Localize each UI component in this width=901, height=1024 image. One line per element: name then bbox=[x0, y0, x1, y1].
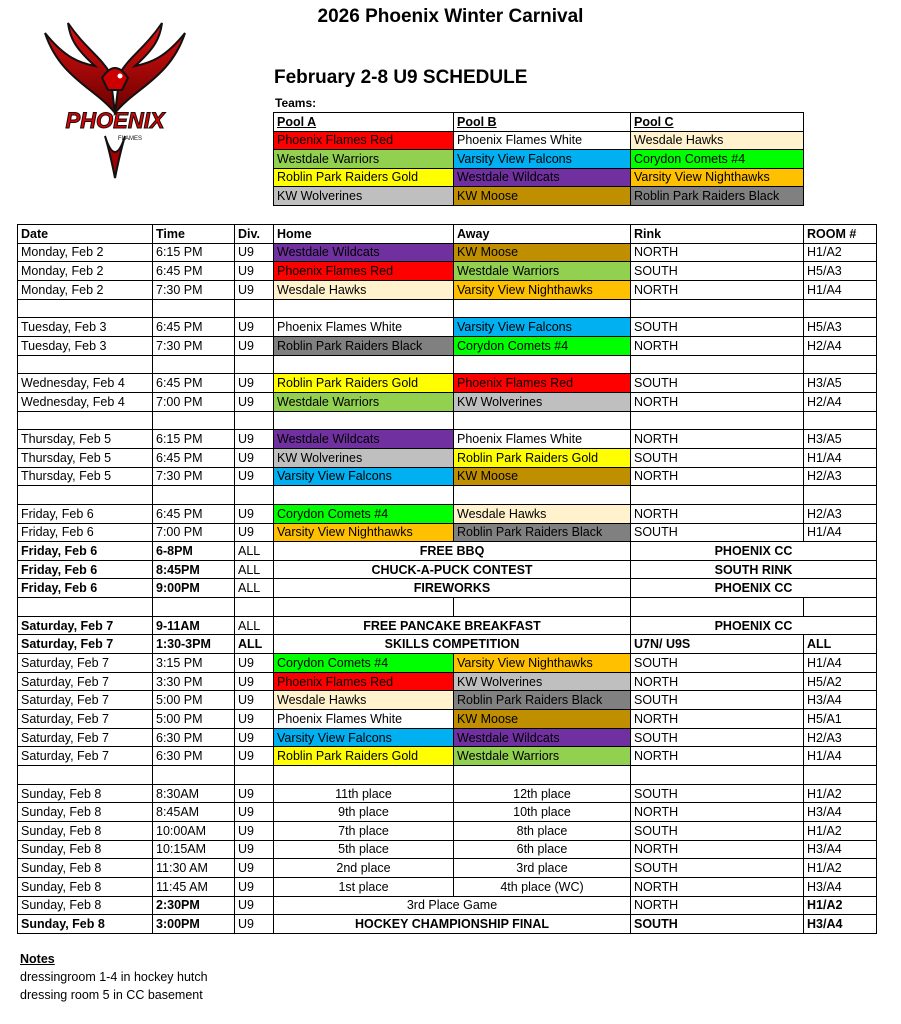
div-cell: U9 bbox=[235, 822, 274, 841]
div-cell: U9 bbox=[235, 654, 274, 673]
event-cell: HOCKEY CHAMPIONSHIP FINAL bbox=[274, 915, 631, 934]
date-cell: Sunday, Feb 8 bbox=[18, 784, 153, 803]
time-cell: 6:45 PM bbox=[153, 504, 235, 523]
event-row bbox=[18, 635, 877, 654]
div-cell: U9 bbox=[235, 336, 274, 355]
home-cell: 1st place bbox=[274, 877, 454, 896]
div-cell: U9 bbox=[235, 430, 274, 449]
away-cell: Phoenix Flames Red bbox=[454, 374, 631, 393]
div-cell: U9 bbox=[235, 374, 274, 393]
time-cell: 7:30 PM bbox=[153, 467, 235, 486]
room-cell: H1/A4 bbox=[804, 280, 877, 299]
away-cell: KW Moose bbox=[454, 710, 631, 729]
room-cell: H2/A3 bbox=[804, 504, 877, 523]
column-header: ROOM # bbox=[804, 225, 877, 244]
rink-cell: SOUTH bbox=[631, 691, 804, 710]
rink-cell: SOUTH bbox=[631, 784, 804, 803]
team-cell: Phoenix Flames White bbox=[454, 131, 631, 150]
time-cell: 6:30 PM bbox=[153, 747, 235, 766]
time-cell: 2:30PM bbox=[153, 896, 235, 915]
time-cell: 8:45PM bbox=[153, 560, 235, 579]
div-cell: U9 bbox=[235, 728, 274, 747]
location-cell: PHOENIX CC bbox=[631, 579, 877, 598]
date-cell: Friday, Feb 6 bbox=[18, 523, 153, 542]
event-row bbox=[18, 579, 877, 598]
event-row bbox=[18, 560, 877, 579]
time-cell: 10:00AM bbox=[153, 822, 235, 841]
rink-cell: NORTH bbox=[631, 336, 804, 355]
event-row bbox=[18, 542, 877, 561]
div-cell: ALL bbox=[235, 616, 274, 635]
room-cell: H3/A4 bbox=[804, 803, 877, 822]
div-cell: U9 bbox=[235, 504, 274, 523]
logo-subtext: FLAMES bbox=[117, 136, 143, 142]
room-cell: H2/A4 bbox=[804, 336, 877, 355]
logo-text: PHOENIX bbox=[65, 108, 165, 133]
date-cell: Saturday, Feb 7 bbox=[18, 635, 153, 654]
table-row bbox=[18, 784, 877, 803]
date-cell: Wednesday, Feb 4 bbox=[18, 392, 153, 411]
note-line: dressing room 5 in CC basement bbox=[20, 988, 203, 1002]
home-cell: Varsity View Falcons bbox=[274, 467, 454, 486]
date-cell: Friday, Feb 6 bbox=[18, 560, 153, 579]
home-cell: Roblin Park Raiders Gold bbox=[274, 747, 454, 766]
div-cell: ALL bbox=[235, 635, 274, 654]
table-row bbox=[18, 504, 877, 523]
home-cell: Phoenix Flames White bbox=[274, 318, 454, 337]
spacer-row bbox=[18, 766, 877, 785]
team-cell: Westdale Wildcats bbox=[454, 168, 631, 187]
date-cell: Wednesday, Feb 4 bbox=[18, 374, 153, 393]
date-cell: Sunday, Feb 8 bbox=[18, 803, 153, 822]
time-cell: 6:15 PM bbox=[153, 430, 235, 449]
away-cell: Varsity View Nighthawks bbox=[454, 654, 631, 673]
team-cell: Westdale Warriors bbox=[274, 150, 454, 169]
date-cell: Saturday, Feb 7 bbox=[18, 710, 153, 729]
date-cell: Saturday, Feb 7 bbox=[18, 728, 153, 747]
table-row bbox=[18, 877, 877, 896]
home-cell: Roblin Park Raiders Black bbox=[274, 336, 454, 355]
teams-label: Teams: bbox=[275, 96, 317, 110]
away-cell: Wesdale Hawks bbox=[454, 504, 631, 523]
time-cell: 1:30-3PM bbox=[153, 635, 235, 654]
room-cell: H5/A3 bbox=[804, 318, 877, 337]
div-cell: U9 bbox=[235, 747, 274, 766]
time-cell: 6:45 PM bbox=[153, 318, 235, 337]
date-cell: Monday, Feb 2 bbox=[18, 262, 153, 281]
room-cell: H1/A4 bbox=[804, 523, 877, 542]
div-cell: U9 bbox=[235, 877, 274, 896]
home-cell: 5th place bbox=[274, 840, 454, 859]
room-cell: H3/A4 bbox=[804, 840, 877, 859]
div-cell: U9 bbox=[235, 243, 274, 262]
rink-cell: NORTH bbox=[631, 877, 804, 896]
event-cell: 3rd Place Game bbox=[274, 896, 631, 915]
away-cell: 4th place (WC) bbox=[454, 877, 631, 896]
table-row bbox=[18, 710, 877, 729]
room-cell: H5/A2 bbox=[804, 672, 877, 691]
div-cell: U9 bbox=[235, 896, 274, 915]
table-row bbox=[18, 672, 877, 691]
team-cell: Roblin Park Raiders Black bbox=[631, 187, 804, 206]
spacer-row bbox=[18, 598, 877, 617]
room-cell: H1/A4 bbox=[804, 448, 877, 467]
date-cell: Sunday, Feb 8 bbox=[18, 877, 153, 896]
pools-table bbox=[273, 112, 804, 206]
table-row bbox=[18, 728, 877, 747]
table-row bbox=[18, 654, 877, 673]
rink-cell: SOUTH bbox=[631, 915, 804, 934]
time-cell: 6:45 PM bbox=[153, 374, 235, 393]
event-cell: CHUCK-A-PUCK CONTEST bbox=[274, 560, 631, 579]
div-cell: ALL bbox=[235, 579, 274, 598]
time-cell: 5:00 PM bbox=[153, 710, 235, 729]
schedule-table bbox=[17, 224, 877, 934]
table-row bbox=[18, 859, 877, 878]
table-row bbox=[18, 822, 877, 841]
time-cell: 11:30 AM bbox=[153, 859, 235, 878]
notes-section bbox=[20, 950, 208, 1004]
time-cell: 8:30AM bbox=[153, 784, 235, 803]
table-row bbox=[18, 448, 877, 467]
time-cell: 9-11AM bbox=[153, 616, 235, 635]
date-cell: Sunday, Feb 8 bbox=[18, 896, 153, 915]
rink-cell: NORTH bbox=[631, 896, 804, 915]
team-cell: KW Wolverines bbox=[274, 187, 454, 206]
rink-cell: NORTH bbox=[631, 672, 804, 691]
table-row bbox=[18, 691, 877, 710]
time-cell: 7:00 PM bbox=[153, 392, 235, 411]
table-row bbox=[18, 336, 877, 355]
home-cell: Westdale Wildcats bbox=[274, 243, 454, 262]
table-row bbox=[18, 840, 877, 859]
div-cell: U9 bbox=[235, 803, 274, 822]
date-cell: Sunday, Feb 8 bbox=[18, 915, 153, 934]
home-cell: Phoenix Flames Red bbox=[274, 672, 454, 691]
spacer-row bbox=[18, 486, 877, 505]
date-cell: Saturday, Feb 7 bbox=[18, 672, 153, 691]
div-cell: U9 bbox=[235, 280, 274, 299]
rink-cell: SOUTH bbox=[631, 374, 804, 393]
room-cell: H2/A3 bbox=[804, 728, 877, 747]
home-cell: Corydon Comets #4 bbox=[274, 654, 454, 673]
team-cell: Wesdale Hawks bbox=[631, 131, 804, 150]
room-cell: H1/A4 bbox=[804, 747, 877, 766]
note-line: dressingroom 1-4 in hockey hutch bbox=[20, 970, 208, 984]
event-row bbox=[18, 616, 877, 635]
div-cell: U9 bbox=[235, 710, 274, 729]
date-cell: Saturday, Feb 7 bbox=[18, 654, 153, 673]
time-cell: 3:15 PM bbox=[153, 654, 235, 673]
rink-cell: SOUTH bbox=[631, 262, 804, 281]
away-cell: Corydon Comets #4 bbox=[454, 336, 631, 355]
rink-cell: SOUTH bbox=[631, 654, 804, 673]
date-cell: Thursday, Feb 5 bbox=[18, 448, 153, 467]
away-cell: 8th place bbox=[454, 822, 631, 841]
table-row bbox=[18, 280, 877, 299]
room-cell: H1/A2 bbox=[804, 859, 877, 878]
time-cell: 6:30 PM bbox=[153, 728, 235, 747]
table-row bbox=[18, 243, 877, 262]
date-cell: Monday, Feb 2 bbox=[18, 243, 153, 262]
room-cell: H2/A3 bbox=[804, 467, 877, 486]
home-cell: Westdale Warriors bbox=[274, 392, 454, 411]
table-row bbox=[18, 262, 877, 281]
date-cell: Friday, Feb 6 bbox=[18, 542, 153, 561]
rink-cell: NORTH bbox=[631, 243, 804, 262]
away-cell: 10th place bbox=[454, 803, 631, 822]
rink-cell: NORTH bbox=[631, 504, 804, 523]
time-cell: 8:45AM bbox=[153, 803, 235, 822]
column-header: Rink bbox=[631, 225, 804, 244]
home-cell: 9th place bbox=[274, 803, 454, 822]
home-cell: 11th place bbox=[274, 784, 454, 803]
location-cell: PHOENIX CC bbox=[631, 542, 877, 561]
div-cell: U9 bbox=[235, 915, 274, 934]
away-cell: Roblin Park Raiders Black bbox=[454, 691, 631, 710]
rink-cell: SOUTH bbox=[631, 728, 804, 747]
home-cell: Wesdale Hawks bbox=[274, 280, 454, 299]
rink-cell: NORTH bbox=[631, 710, 804, 729]
home-cell: Wesdale Hawks bbox=[274, 691, 454, 710]
room-cell: H3/A4 bbox=[804, 915, 877, 934]
date-cell: Sunday, Feb 8 bbox=[18, 859, 153, 878]
away-cell: Varsity View Falcons bbox=[454, 318, 631, 337]
rink-cell: NORTH bbox=[631, 840, 804, 859]
date-cell: Saturday, Feb 7 bbox=[18, 747, 153, 766]
rink-cell: SOUTH bbox=[631, 318, 804, 337]
spacer-row bbox=[18, 299, 877, 318]
time-cell: 3:00PM bbox=[153, 915, 235, 934]
home-cell: Corydon Comets #4 bbox=[274, 504, 454, 523]
date-cell: Thursday, Feb 5 bbox=[18, 430, 153, 449]
home-cell: 2nd place bbox=[274, 859, 454, 878]
rink-cell: NORTH bbox=[631, 467, 804, 486]
date-cell: Thursday, Feb 5 bbox=[18, 467, 153, 486]
away-cell: Westdale Wildcats bbox=[454, 728, 631, 747]
pool-header: Pool B bbox=[454, 113, 631, 132]
location-cell: PHOENIX CC bbox=[631, 616, 877, 635]
notes-heading: Notes bbox=[20, 952, 55, 966]
home-cell: 7th place bbox=[274, 822, 454, 841]
time-cell: 5:00 PM bbox=[153, 691, 235, 710]
away-cell: 6th place bbox=[454, 840, 631, 859]
date-cell: Monday, Feb 2 bbox=[18, 280, 153, 299]
home-cell: Varsity View Nighthawks bbox=[274, 523, 454, 542]
away-cell: Westdale Warriors bbox=[454, 747, 631, 766]
time-cell: 6:45 PM bbox=[153, 448, 235, 467]
column-header: Div. bbox=[235, 225, 274, 244]
div-cell: U9 bbox=[235, 318, 274, 337]
room-cell: H1/A2 bbox=[804, 243, 877, 262]
rink-cell: SOUTH bbox=[631, 448, 804, 467]
away-cell: KW Wolverines bbox=[454, 672, 631, 691]
away-cell: KW Wolverines bbox=[454, 392, 631, 411]
team-cell: KW Moose bbox=[454, 187, 631, 206]
column-header: Away bbox=[454, 225, 631, 244]
away-cell: Varsity View Nighthawks bbox=[454, 280, 631, 299]
home-cell: Westdale Wildcats bbox=[274, 430, 454, 449]
time-cell: 6-8PM bbox=[153, 542, 235, 561]
room-cell: H1/A2 bbox=[804, 822, 877, 841]
date-cell: Saturday, Feb 7 bbox=[18, 691, 153, 710]
pools-row bbox=[274, 187, 804, 206]
column-header: Time bbox=[153, 225, 235, 244]
home-cell: Phoenix Flames Red bbox=[274, 262, 454, 281]
date-cell: Sunday, Feb 8 bbox=[18, 822, 153, 841]
schedule-header-row bbox=[18, 225, 877, 244]
div-cell: U9 bbox=[235, 467, 274, 486]
room-cell: H3/A5 bbox=[804, 430, 877, 449]
div-cell: U9 bbox=[235, 840, 274, 859]
away-cell: 3rd place bbox=[454, 859, 631, 878]
time-cell: 10:15AM bbox=[153, 840, 235, 859]
schedule-title: February 2-8 U9 SCHEDULE bbox=[274, 67, 528, 88]
room-cell: H3/A5 bbox=[804, 374, 877, 393]
pool-header: Pool C bbox=[631, 113, 804, 132]
room-cell: H5/A1 bbox=[804, 710, 877, 729]
phoenix-flames-logo bbox=[40, 18, 190, 183]
room-cell: H5/A3 bbox=[804, 262, 877, 281]
time-cell: 6:45 PM bbox=[153, 262, 235, 281]
rink-cell: NORTH bbox=[631, 430, 804, 449]
column-header: Date bbox=[18, 225, 153, 244]
event-title: 2026 Phoenix Winter Carnival bbox=[317, 6, 584, 27]
div-cell: U9 bbox=[235, 672, 274, 691]
away-cell: Roblin Park Raiders Gold bbox=[454, 448, 631, 467]
pool-header: Pool A bbox=[274, 113, 454, 132]
div-cell: U9 bbox=[235, 523, 274, 542]
spacer-row bbox=[18, 411, 877, 430]
room-cell: H1/A2 bbox=[804, 784, 877, 803]
room-cell: H2/A4 bbox=[804, 392, 877, 411]
column-header: Home bbox=[274, 225, 454, 244]
team-cell: Phoenix Flames Red bbox=[274, 131, 454, 150]
time-cell: 11:45 AM bbox=[153, 877, 235, 896]
time-cell: 6:15 PM bbox=[153, 243, 235, 262]
div-cell: U9 bbox=[235, 392, 274, 411]
room-cell: H1/A2 bbox=[804, 896, 877, 915]
rink-cell: NORTH bbox=[631, 803, 804, 822]
div-cell: U9 bbox=[235, 448, 274, 467]
away-cell: Roblin Park Raiders Black bbox=[454, 523, 631, 542]
event-cell: FREE BBQ bbox=[274, 542, 631, 561]
spacer-row bbox=[18, 355, 877, 374]
home-cell: Roblin Park Raiders Gold bbox=[274, 374, 454, 393]
event-row bbox=[18, 915, 877, 934]
time-cell: 7:00 PM bbox=[153, 523, 235, 542]
event-cell: SKILLS COMPETITION bbox=[274, 635, 631, 654]
table-row bbox=[18, 467, 877, 486]
rink-cell: NORTH bbox=[631, 747, 804, 766]
rink-cell: SOUTH bbox=[631, 859, 804, 878]
table-row bbox=[18, 523, 877, 542]
div-cell: U9 bbox=[235, 262, 274, 281]
table-row bbox=[18, 896, 877, 915]
home-cell: KW Wolverines bbox=[274, 448, 454, 467]
div-cell: U9 bbox=[235, 691, 274, 710]
room-cell: H3/A4 bbox=[804, 691, 877, 710]
div-cell: ALL bbox=[235, 542, 274, 561]
date-cell: Sunday, Feb 8 bbox=[18, 840, 153, 859]
team-cell: Roblin Park Raiders Gold bbox=[274, 168, 454, 187]
home-cell: Phoenix Flames White bbox=[274, 710, 454, 729]
div-cell: ALL bbox=[235, 560, 274, 579]
date-cell: Saturday, Feb 7 bbox=[18, 616, 153, 635]
team-cell: Corydon Comets #4 bbox=[631, 150, 804, 169]
table-row bbox=[18, 747, 877, 766]
team-cell: Varsity View Falcons bbox=[454, 150, 631, 169]
pools-row bbox=[274, 150, 804, 169]
event-cell: FREE PANCAKE BREAKFAST bbox=[274, 616, 631, 635]
date-cell: Friday, Feb 6 bbox=[18, 504, 153, 523]
time-cell: 3:30 PM bbox=[153, 672, 235, 691]
rink-cell: NORTH bbox=[631, 392, 804, 411]
home-cell: Varsity View Falcons bbox=[274, 728, 454, 747]
away-cell: Phoenix Flames White bbox=[454, 430, 631, 449]
div-cell: U9 bbox=[235, 859, 274, 878]
away-cell: KW Moose bbox=[454, 243, 631, 262]
table-row bbox=[18, 392, 877, 411]
team-cell: Varsity View Nighthawks bbox=[631, 168, 804, 187]
div-cell: U9 bbox=[235, 784, 274, 803]
pools-row bbox=[274, 131, 804, 150]
away-cell: 12th place bbox=[454, 784, 631, 803]
time-cell: 9:00PM bbox=[153, 579, 235, 598]
table-row bbox=[18, 803, 877, 822]
event-cell: FIREWORKS bbox=[274, 579, 631, 598]
pools-row bbox=[274, 168, 804, 187]
date-cell: Tuesday, Feb 3 bbox=[18, 318, 153, 337]
time-cell: 7:30 PM bbox=[153, 336, 235, 355]
date-cell: Tuesday, Feb 3 bbox=[18, 336, 153, 355]
rink-cell: SOUTH bbox=[631, 523, 804, 542]
away-cell: Westdale Warriors bbox=[454, 262, 631, 281]
rink-cell: NORTH bbox=[631, 280, 804, 299]
rink-cell: SOUTH bbox=[631, 822, 804, 841]
room-cell: H3/A4 bbox=[804, 877, 877, 896]
room-cell: ALL bbox=[804, 635, 877, 654]
date-cell: Friday, Feb 6 bbox=[18, 579, 153, 598]
location-cell: SOUTH RINK bbox=[631, 560, 877, 579]
table-row bbox=[18, 318, 877, 337]
time-cell: 7:30 PM bbox=[153, 280, 235, 299]
table-row bbox=[18, 430, 877, 449]
pools-header-row bbox=[274, 113, 804, 132]
room-cell: H1/A4 bbox=[804, 654, 877, 673]
away-cell: KW Moose bbox=[454, 467, 631, 486]
table-row bbox=[18, 374, 877, 393]
rink-cell: U7N/ U9S bbox=[631, 635, 804, 654]
